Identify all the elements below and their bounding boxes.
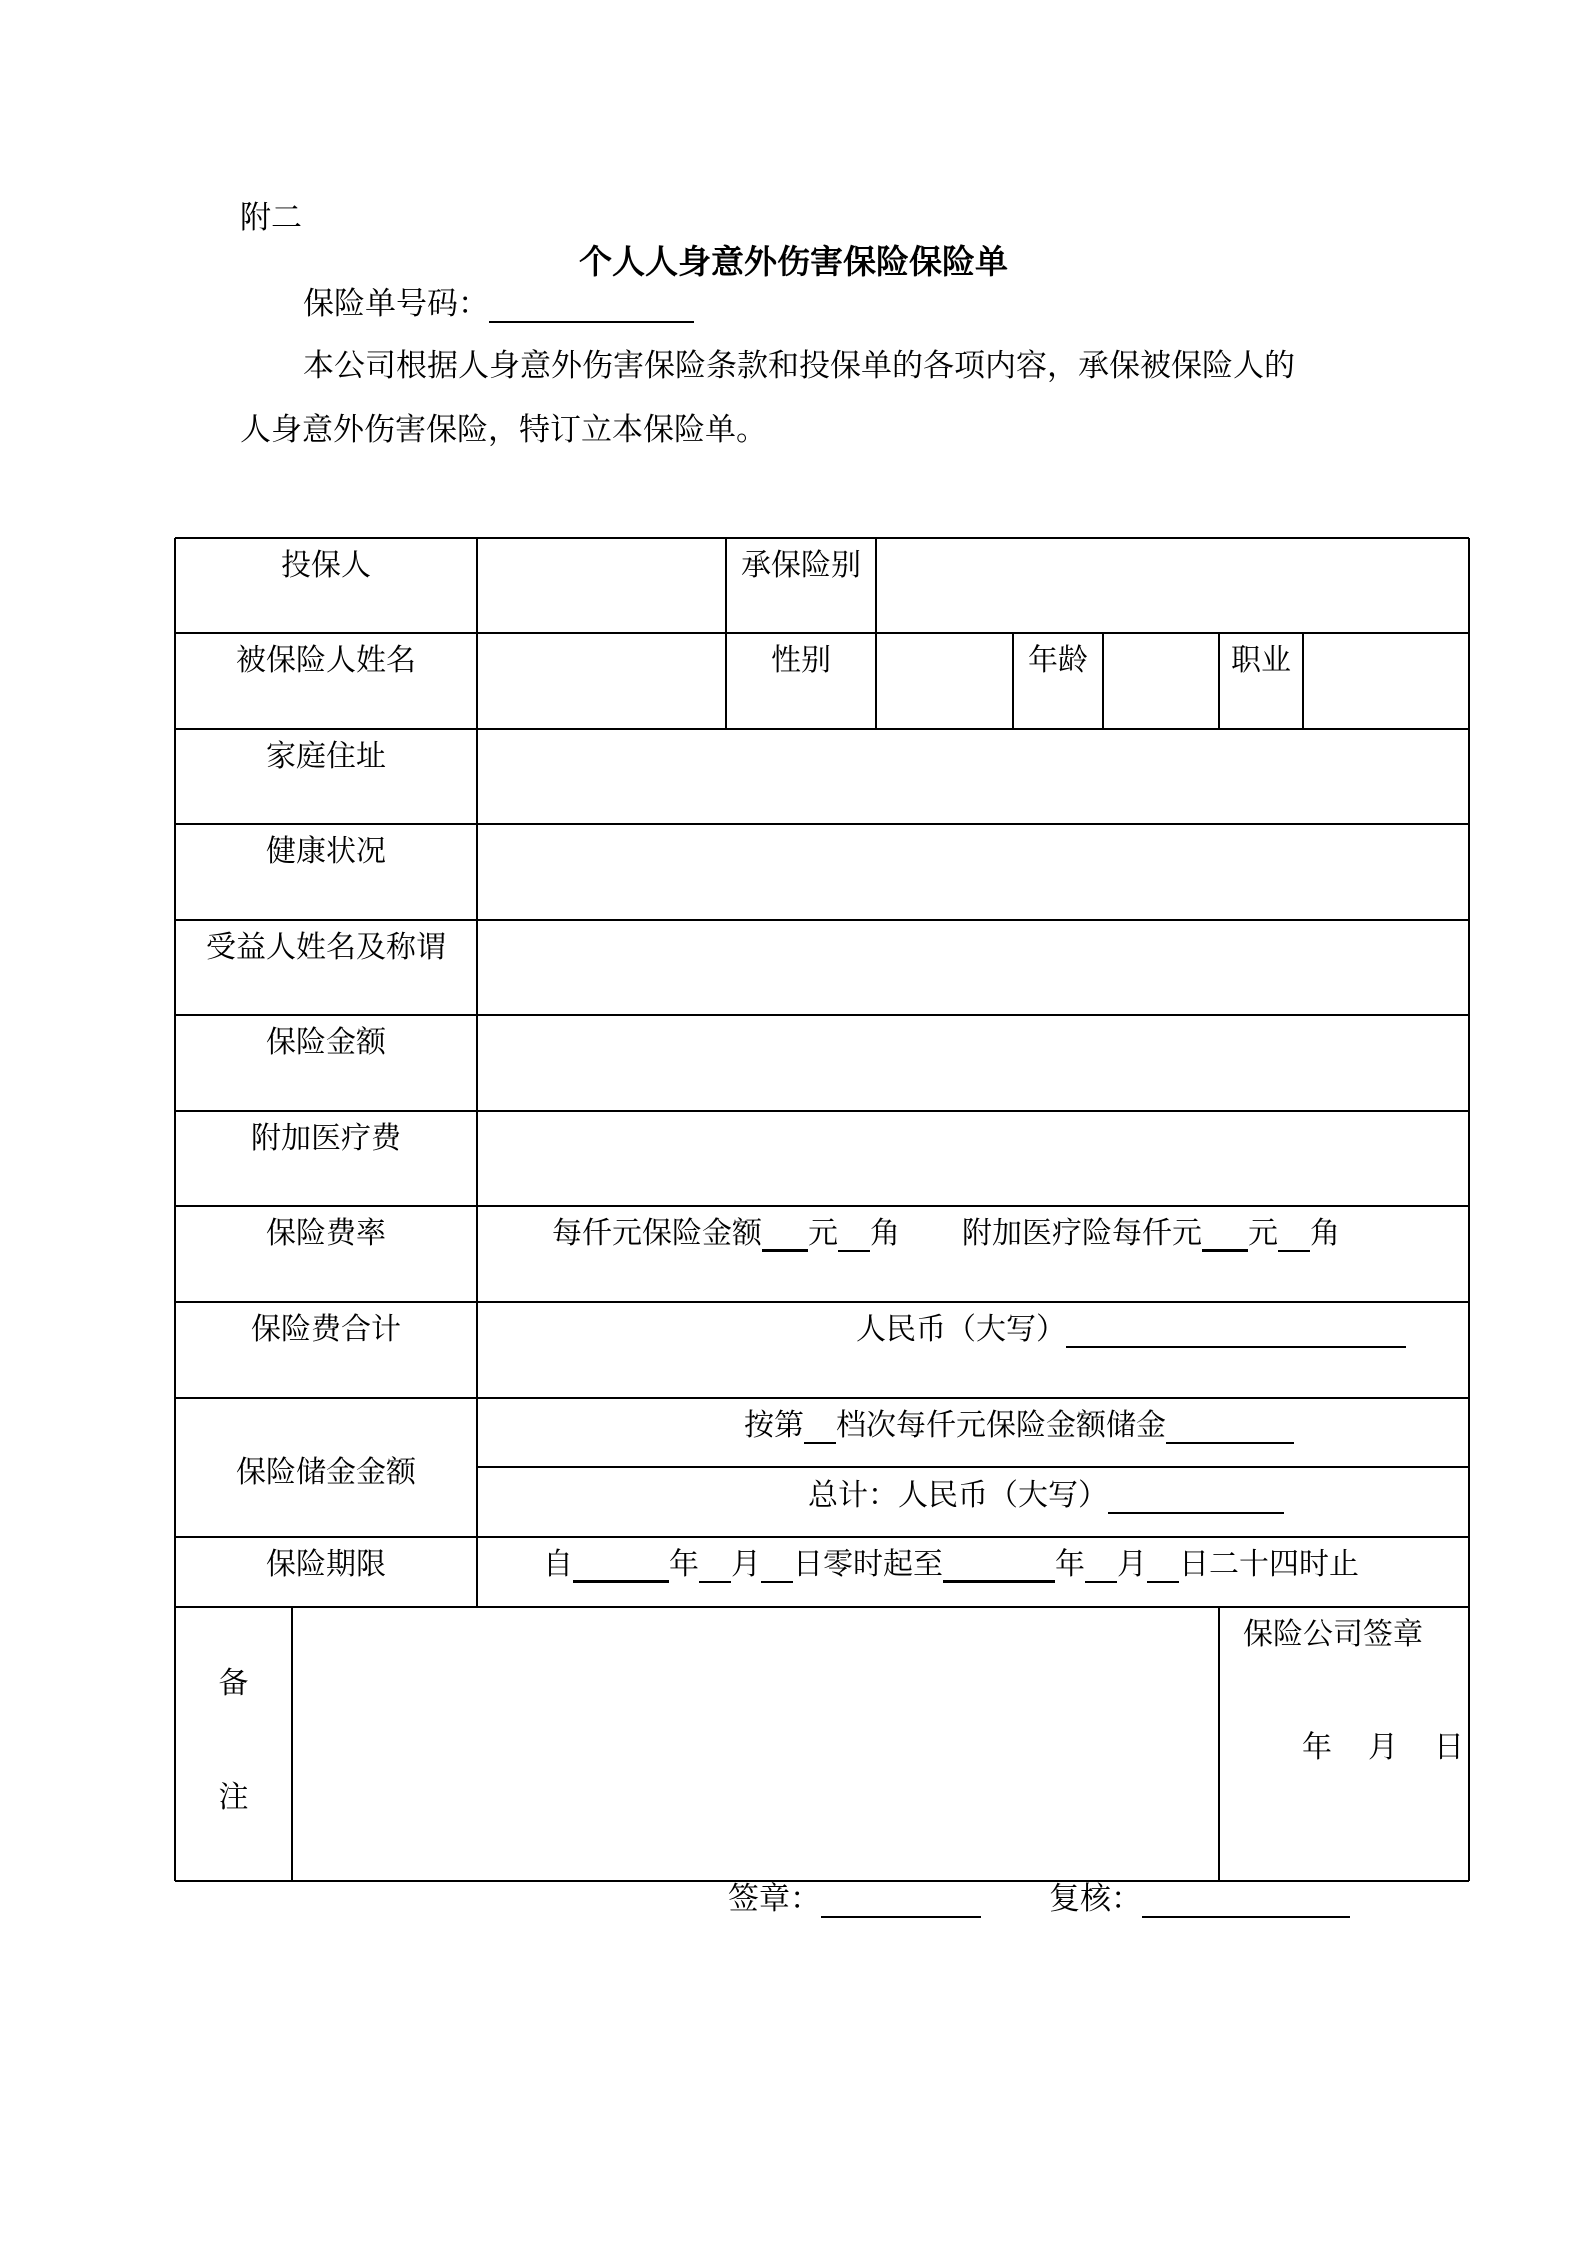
savings-tier-blank[interactable]: [804, 1411, 836, 1445]
insured-name-label: 被保险人姓名: [236, 643, 416, 678]
coverage-type-field[interactable]: [878, 540, 1467, 631]
period-text: 自 年 月 日零时起至 年 月 日二十四时止: [543, 1547, 1359, 1582]
premium-rate-label: 保险费率: [266, 1216, 386, 1251]
occupation-label: 职业: [1231, 643, 1291, 678]
period-end-year-blank[interactable]: [943, 1549, 1055, 1584]
beneficiary-field[interactable]: [479, 922, 1467, 1013]
intro-paragraph-line2: 人身意外伤害保险，特订立本保险单。: [240, 412, 767, 448]
policy-number-field[interactable]: [489, 291, 694, 323]
health-field[interactable]: [479, 826, 1467, 918]
premium-total-text: 人民币（大写）: [856, 1304, 1406, 1348]
seal-date: 年 月 日: [1302, 1730, 1464, 1765]
remarks-field[interactable]: [294, 1609, 1217, 1879]
period-end-month-blank[interactable]: [1085, 1550, 1117, 1584]
period-end-day-blank[interactable]: [1147, 1550, 1179, 1584]
home-address-label: 家庭住址: [266, 739, 386, 774]
savings-total-text: 总计：人民币（大写）: [808, 1470, 1284, 1514]
health-label: 健康状况: [266, 834, 386, 869]
period-start-year-blank[interactable]: [573, 1549, 669, 1584]
policy-number-label: 保险单号码：: [303, 286, 489, 322]
insured-amount-label: 保险金额: [266, 1025, 386, 1060]
gender-field[interactable]: [878, 635, 1011, 727]
savings-total-blank[interactable]: [1108, 1481, 1284, 1515]
intro-paragraph-line1: 本公司根据人身意外伤害保险条款和投保单的各项内容，承保被保险人的: [303, 348, 1295, 384]
medical-fee-field[interactable]: [479, 1113, 1467, 1204]
rate-jiao-blank[interactable]: [838, 1219, 870, 1253]
applicant-field[interactable]: [479, 540, 724, 631]
beneficiary-label: 受益人姓名及称谓: [206, 930, 446, 965]
occupation-field[interactable]: [1305, 635, 1467, 727]
medical-rate-yuan-blank[interactable]: [1202, 1218, 1248, 1253]
review-signature-row: [1049, 1873, 1350, 1918]
seal-signature-field[interactable]: [821, 1886, 981, 1918]
insured-amount-field[interactable]: [479, 1017, 1467, 1109]
period-start-day-blank[interactable]: [761, 1550, 793, 1584]
premium-total-blank[interactable]: [1066, 1315, 1406, 1349]
review-signature-label: 复核：: [1049, 1881, 1142, 1917]
rate-yuan-blank[interactable]: [762, 1218, 808, 1253]
attachment-label: 附二: [240, 200, 302, 236]
period-label: 保险期限: [266, 1547, 386, 1582]
insured-name-field[interactable]: [479, 635, 724, 727]
company-seal-label: 保险公司签章: [1243, 1617, 1423, 1652]
age-label: 年龄: [1028, 643, 1088, 678]
period-start-month-blank[interactable]: [699, 1550, 731, 1584]
premium-total-label: 保险费合计: [251, 1312, 401, 1347]
medical-rate-jiao-blank[interactable]: [1278, 1219, 1310, 1253]
remarks-label-char2: 注: [218, 1780, 249, 1815]
savings-tier-text: 按第 档次每仟元保险金额储金: [744, 1400, 1294, 1444]
seal-signature-label: 签章：: [728, 1881, 821, 1917]
premium-rate-text: 每仟元保险金额 元 角 附加医疗险每仟元 元 角: [552, 1216, 1340, 1251]
applicant-label: 投保人: [281, 548, 371, 583]
home-address-field[interactable]: [479, 731, 1467, 822]
document-title: 个人人身意外伤害保险保险单: [579, 242, 1008, 281]
review-signature-field[interactable]: [1142, 1886, 1350, 1918]
medical-fee-label: 附加医疗费: [251, 1121, 401, 1156]
coverage-type-label: 承保险别: [741, 548, 861, 583]
savings-amount-label: 保险储金金额: [236, 1455, 416, 1490]
gender-label: 性别: [771, 643, 831, 678]
policy-number-row: [303, 278, 694, 323]
age-field[interactable]: [1105, 635, 1217, 727]
remarks-label-char1: 备: [218, 1666, 249, 1701]
savings-per-thousand-blank[interactable]: [1166, 1411, 1294, 1445]
seal-signature-row: [728, 1873, 981, 1918]
